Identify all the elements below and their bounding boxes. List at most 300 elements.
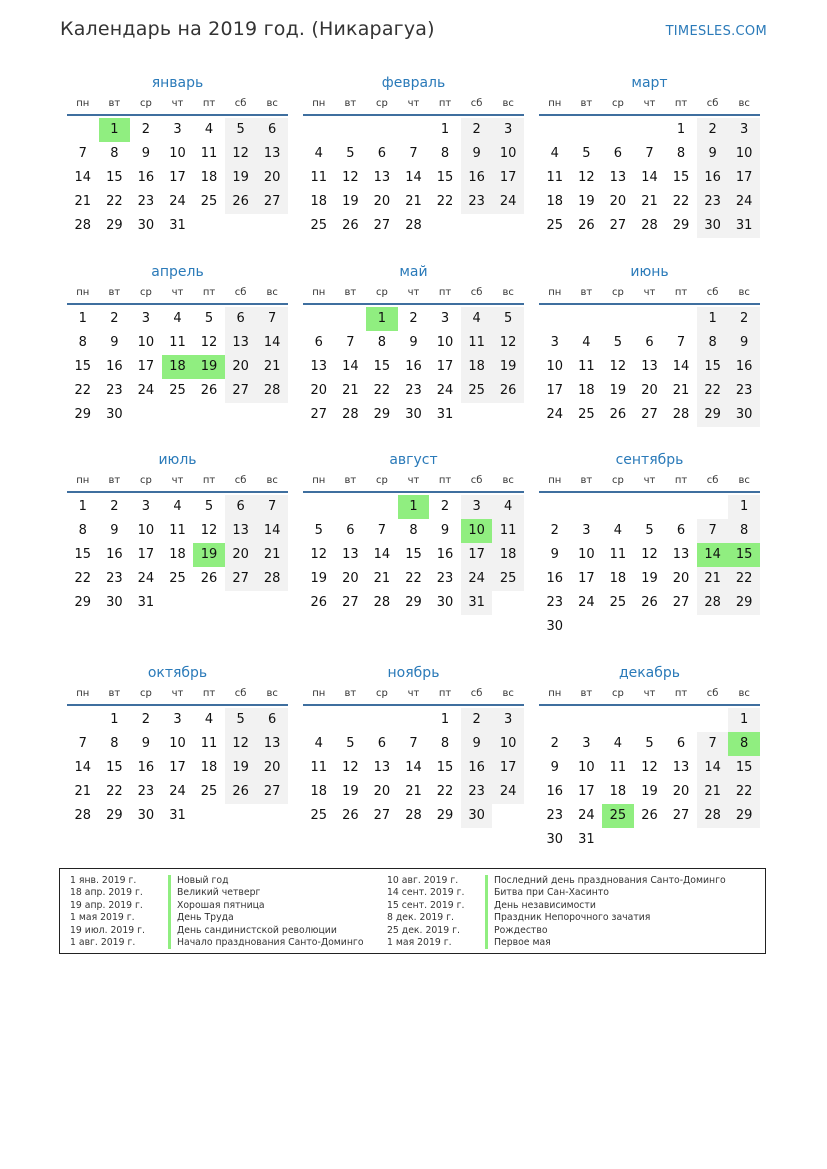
day-cell[interactable]: 1 [676,122,686,137]
day-cell[interactable]: 26 [342,808,359,823]
day-cell[interactable]: 26 [641,808,658,823]
day-cell[interactable]: 24 [492,190,524,214]
day-cell[interactable]: 27 [310,407,328,422]
day-cell[interactable]: 26 [200,571,218,586]
day-cell[interactable]: 6 [676,736,686,751]
day-cell[interactable]: 8 [78,335,87,350]
day-cell[interactable]: 7 [697,519,729,543]
day-cell[interactable]: 3 [141,311,151,326]
day-cell[interactable]: 11 [200,146,218,161]
day-cell[interactable]: 23 [405,383,422,398]
day-cell[interactable]: 28 [641,218,658,233]
day-cell[interactable]: 27 [225,567,257,591]
day-cell[interactable]: 14 [342,359,359,374]
day-cell[interactable]: 17 [492,756,524,780]
day-cell[interactable]: 24 [169,784,186,799]
day-cell[interactable]: 27 [373,218,391,233]
day-cell[interactable]: 6 [225,307,257,331]
day-cell[interactable]: 17 [461,543,493,567]
day-cell[interactable]: 21 [74,784,92,799]
holiday-day-cell[interactable]: 1 [99,118,131,142]
day-cell[interactable]: 29 [405,595,422,610]
day-cell[interactable]: 18 [578,383,595,398]
day-cell[interactable]: 23 [106,383,123,398]
day-cell[interactable]: 7 [377,523,387,538]
day-cell[interactable]: 2 [409,311,418,326]
day-cell[interactable]: 3 [582,736,591,751]
day-cell[interactable]: 5 [645,736,654,751]
day-cell[interactable]: 21 [405,194,422,209]
day-cell[interactable]: 10 [492,732,524,756]
day-cell[interactable]: 7 [697,732,729,756]
day-cell[interactable]: 13 [310,359,328,374]
day-cell[interactable]: 30 [137,218,155,233]
day-cell[interactable]: 6 [256,708,288,732]
day-cell[interactable]: 16 [697,166,729,190]
day-cell[interactable]: 13 [672,547,690,562]
day-cell[interactable]: 21 [672,383,690,398]
day-cell[interactable]: 3 [440,311,450,326]
day-cell[interactable]: 26 [609,407,627,422]
day-cell[interactable]: 20 [672,784,690,799]
day-cell[interactable]: 12 [200,335,218,350]
day-cell[interactable]: 25 [169,383,186,398]
day-cell[interactable]: 6 [314,335,323,350]
day-cell[interactable]: 21 [373,571,391,586]
day-cell[interactable]: 10 [137,523,155,538]
day-cell[interactable]: 30 [405,407,422,422]
day-cell[interactable]: 9 [550,547,559,562]
day-cell[interactable]: 15 [106,760,123,775]
day-cell[interactable]: 10 [728,142,760,166]
day-cell[interactable]: 2 [461,118,493,142]
day-cell[interactable]: 12 [492,331,524,355]
day-cell[interactable]: 28 [256,567,288,591]
day-cell[interactable]: 13 [225,519,257,543]
holiday-day-cell[interactable]: 1 [398,495,430,519]
day-cell[interactable]: 14 [74,170,92,185]
day-cell[interactable]: 12 [578,170,595,185]
day-cell[interactable]: 25 [609,595,627,610]
day-cell[interactable]: 19 [641,784,658,799]
day-cell[interactable]: 10 [578,760,595,775]
day-cell[interactable]: 23 [106,571,123,586]
day-cell[interactable]: 10 [137,335,155,350]
day-cell[interactable]: 26 [578,218,595,233]
day-cell[interactable]: 25 [546,218,564,233]
day-cell[interactable]: 5 [645,523,654,538]
day-cell[interactable]: 24 [169,194,186,209]
day-cell[interactable]: 25 [200,194,218,209]
day-cell[interactable]: 4 [613,736,623,751]
day-cell[interactable]: 19 [578,194,595,209]
day-cell[interactable]: 8 [78,523,87,538]
day-cell[interactable]: 1 [78,311,87,326]
day-cell[interactable]: 3 [492,118,524,142]
day-cell[interactable]: 5 [346,736,355,751]
day-cell[interactable]: 24 [546,407,564,422]
day-cell[interactable]: 23 [137,784,155,799]
day-cell[interactable]: 29 [373,407,391,422]
day-cell[interactable]: 20 [225,355,257,379]
day-cell[interactable]: 17 [169,170,186,185]
day-cell[interactable]: 29 [74,595,92,610]
day-cell[interactable]: 30 [697,214,729,238]
day-cell[interactable]: 12 [225,142,257,166]
day-cell[interactable]: 17 [492,166,524,190]
day-cell[interactable]: 3 [492,708,524,732]
day-cell[interactable]: 18 [169,547,186,562]
day-cell[interactable]: 7 [346,335,355,350]
day-cell[interactable]: 8 [676,146,686,161]
day-cell[interactable]: 13 [609,170,627,185]
day-cell[interactable]: 4 [204,712,214,727]
day-cell[interactable]: 5 [225,118,257,142]
day-cell[interactable]: 21 [697,780,729,804]
day-cell[interactable]: 26 [641,595,658,610]
day-cell[interactable]: 21 [697,567,729,591]
day-cell[interactable]: 19 [641,571,658,586]
day-cell[interactable]: 20 [641,383,658,398]
day-cell[interactable]: 18 [200,760,218,775]
day-cell[interactable]: 7 [78,736,87,751]
day-cell[interactable]: 21 [256,543,288,567]
day-cell[interactable]: 15 [405,547,422,562]
day-cell[interactable]: 3 [550,335,559,350]
day-cell[interactable]: 7 [256,495,288,519]
day-cell[interactable]: 31 [728,214,760,238]
day-cell[interactable]: 25 [461,379,493,403]
day-cell[interactable]: 30 [546,832,564,847]
day-cell[interactable]: 14 [405,760,422,775]
day-cell[interactable]: 18 [461,355,493,379]
day-cell[interactable]: 16 [106,547,123,562]
day-cell[interactable]: 15 [74,359,92,374]
day-cell[interactable]: 27 [256,190,288,214]
day-cell[interactable]: 27 [641,407,658,422]
day-cell[interactable]: 20 [225,543,257,567]
day-cell[interactable]: 16 [106,359,123,374]
day-cell[interactable]: 1 [440,712,450,727]
day-cell[interactable]: 24 [436,383,454,398]
day-cell[interactable]: 16 [405,359,422,374]
day-cell[interactable]: 9 [440,523,450,538]
day-cell[interactable]: 17 [436,359,454,374]
day-cell[interactable]: 24 [137,383,155,398]
day-cell[interactable]: 24 [461,567,493,591]
day-cell[interactable]: 1 [110,712,119,727]
day-cell[interactable]: 7 [256,307,288,331]
day-cell[interactable]: 4 [613,523,623,538]
day-cell[interactable]: 30 [436,595,454,610]
day-cell[interactable]: 5 [204,311,214,326]
day-cell[interactable]: 14 [405,170,422,185]
day-cell[interactable]: 6 [645,335,654,350]
day-cell[interactable]: 22 [373,383,391,398]
day-cell[interactable]: 10 [169,146,186,161]
day-cell[interactable]: 23 [697,190,729,214]
day-cell[interactable]: 27 [672,595,690,610]
day-cell[interactable]: 4 [582,335,591,350]
day-cell[interactable]: 8 [728,519,760,543]
day-cell[interactable]: 1 [440,122,450,137]
day-cell[interactable]: 20 [373,194,391,209]
day-cell[interactable]: 6 [613,146,623,161]
day-cell[interactable]: 15 [728,756,760,780]
day-cell[interactable]: 19 [225,756,257,780]
day-cell[interactable]: 5 [613,335,623,350]
day-cell[interactable]: 5 [204,499,214,514]
day-cell[interactable]: 22 [697,379,729,403]
holiday-day-cell[interactable]: 19 [193,543,225,567]
day-cell[interactable]: 19 [342,784,359,799]
day-cell[interactable]: 26 [200,383,218,398]
day-cell[interactable]: 14 [672,359,690,374]
day-cell[interactable]: 5 [492,307,524,331]
day-cell[interactable]: 24 [492,780,524,804]
day-cell[interactable]: 2 [440,499,450,514]
day-cell[interactable]: 15 [697,355,729,379]
day-cell[interactable]: 10 [436,335,454,350]
holiday-day-cell[interactable]: 19 [193,355,225,379]
day-cell[interactable]: 31 [137,595,155,610]
day-cell[interactable]: 21 [74,194,92,209]
day-cell[interactable]: 17 [137,359,155,374]
day-cell[interactable]: 18 [310,194,328,209]
day-cell[interactable]: 9 [461,142,493,166]
day-cell[interactable]: 29 [106,218,123,233]
day-cell[interactable]: 29 [436,808,454,823]
holiday-day-cell[interactable]: 15 [728,543,760,567]
day-cell[interactable]: 27 [672,808,690,823]
day-cell[interactable]: 2 [141,712,151,727]
day-cell[interactable]: 19 [310,571,328,586]
day-cell[interactable]: 25 [492,567,524,591]
day-cell[interactable]: 13 [373,760,391,775]
day-cell[interactable]: 9 [728,331,760,355]
day-cell[interactable]: 21 [405,784,422,799]
day-cell[interactable]: 20 [609,194,627,209]
day-cell[interactable]: 11 [310,170,328,185]
day-cell[interactable]: 4 [173,311,182,326]
day-cell[interactable]: 8 [110,736,119,751]
day-cell[interactable]: 22 [436,194,454,209]
day-cell[interactable]: 8 [440,146,450,161]
day-cell[interactable]: 1 [728,708,760,732]
day-cell[interactable]: 7 [409,736,418,751]
day-cell[interactable]: 16 [546,571,564,586]
day-cell[interactable]: 31 [578,832,595,847]
day-cell[interactable]: 4 [461,307,493,331]
day-cell[interactable]: 22 [74,571,92,586]
day-cell[interactable]: 16 [461,166,493,190]
day-cell[interactable]: 16 [436,547,454,562]
day-cell[interactable]: 21 [641,194,658,209]
day-cell[interactable]: 12 [225,732,257,756]
day-cell[interactable]: 25 [578,407,595,422]
brand-link[interactable]: TIMESLES.COM [665,24,767,39]
day-cell[interactable]: 18 [609,571,627,586]
day-cell[interactable]: 6 [377,736,387,751]
day-cell[interactable]: 28 [74,808,92,823]
day-cell[interactable]: 17 [546,383,564,398]
day-cell[interactable]: 9 [409,335,418,350]
day-cell[interactable]: 25 [169,571,186,586]
day-cell[interactable]: 30 [728,403,760,427]
day-cell[interactable]: 9 [141,146,151,161]
day-cell[interactable]: 23 [137,194,155,209]
day-cell[interactable]: 8 [697,331,729,355]
day-cell[interactable]: 22 [106,194,123,209]
day-cell[interactable]: 1 [728,495,760,519]
day-cell[interactable]: 16 [137,760,155,775]
day-cell[interactable]: 17 [578,571,595,586]
day-cell[interactable]: 19 [492,355,524,379]
day-cell[interactable]: 8 [377,335,387,350]
day-cell[interactable]: 20 [373,784,391,799]
day-cell[interactable]: 30 [106,407,123,422]
day-cell[interactable]: 29 [672,218,690,233]
day-cell[interactable]: 25 [200,784,218,799]
day-cell[interactable]: 25 [310,808,328,823]
day-cell[interactable]: 22 [728,780,760,804]
day-cell[interactable]: 3 [141,499,151,514]
day-cell[interactable]: 30 [137,808,155,823]
day-cell[interactable]: 12 [310,547,328,562]
holiday-day-cell[interactable]: 8 [728,732,760,756]
day-cell[interactable]: 29 [74,407,92,422]
day-cell[interactable]: 22 [728,567,760,591]
day-cell[interactable]: 17 [728,166,760,190]
day-cell[interactable]: 17 [578,784,595,799]
day-cell[interactable]: 21 [256,355,288,379]
day-cell[interactable]: 27 [609,218,627,233]
day-cell[interactable]: 2 [697,118,729,142]
day-cell[interactable]: 29 [728,591,760,615]
holiday-day-cell[interactable]: 25 [602,804,634,828]
day-cell[interactable]: 20 [256,166,288,190]
day-cell[interactable]: 9 [110,335,119,350]
day-cell[interactable]: 5 [225,708,257,732]
day-cell[interactable]: 12 [342,760,359,775]
day-cell[interactable]: 14 [256,331,288,355]
day-cell[interactable]: 5 [314,523,323,538]
day-cell[interactable]: 19 [225,166,257,190]
day-cell[interactable]: 11 [609,547,627,562]
day-cell[interactable]: 15 [672,170,690,185]
day-cell[interactable]: 18 [492,543,524,567]
day-cell[interactable]: 11 [461,331,493,355]
day-cell[interactable]: 22 [436,784,454,799]
day-cell[interactable]: 16 [137,170,155,185]
day-cell[interactable]: 2 [550,523,559,538]
day-cell[interactable]: 28 [672,407,690,422]
day-cell[interactable]: 15 [373,359,391,374]
day-cell[interactable]: 7 [676,335,686,350]
day-cell[interactable]: 26 [342,218,359,233]
day-cell[interactable]: 11 [609,760,627,775]
day-cell[interactable]: 16 [546,784,564,799]
day-cell[interactable]: 14 [256,519,288,543]
day-cell[interactable]: 11 [578,359,595,374]
day-cell[interactable]: 22 [672,194,690,209]
day-cell[interactable]: 3 [461,495,493,519]
day-cell[interactable]: 11 [310,760,328,775]
day-cell[interactable]: 21 [342,383,359,398]
day-cell[interactable]: 10 [546,359,564,374]
day-cell[interactable]: 11 [546,170,564,185]
day-cell[interactable]: 28 [373,595,391,610]
day-cell[interactable]: 16 [728,355,760,379]
day-cell[interactable]: 19 [609,383,627,398]
day-cell[interactable]: 30 [106,595,123,610]
day-cell[interactable]: 7 [78,146,87,161]
day-cell[interactable]: 9 [110,523,119,538]
day-cell[interactable]: 13 [225,331,257,355]
holiday-day-cell[interactable]: 1 [366,307,398,331]
day-cell[interactable]: 12 [200,523,218,538]
day-cell[interactable]: 10 [492,142,524,166]
holiday-day-cell[interactable]: 14 [697,543,729,567]
day-cell[interactable]: 26 [310,595,328,610]
day-cell[interactable]: 15 [436,760,454,775]
day-cell[interactable]: 17 [169,760,186,775]
day-cell[interactable]: 6 [346,523,355,538]
day-cell[interactable]: 28 [697,591,729,615]
day-cell[interactable]: 12 [342,170,359,185]
day-cell[interactable]: 6 [377,146,387,161]
day-cell[interactable]: 7 [409,146,418,161]
day-cell[interactable]: 27 [225,379,257,403]
day-cell[interactable]: 23 [461,190,493,214]
day-cell[interactable]: 4 [492,495,524,519]
day-cell[interactable]: 13 [256,142,288,166]
day-cell[interactable]: 23 [728,379,760,403]
day-cell[interactable]: 10 [169,736,186,751]
day-cell[interactable]: 2 [110,311,119,326]
day-cell[interactable]: 30 [546,619,564,634]
day-cell[interactable]: 18 [609,784,627,799]
day-cell[interactable]: 10 [578,547,595,562]
day-cell[interactable]: 27 [373,808,391,823]
day-cell[interactable]: 27 [256,780,288,804]
day-cell[interactable]: 2 [141,122,151,137]
day-cell[interactable]: 26 [225,780,257,804]
day-cell[interactable]: 24 [728,190,760,214]
day-cell[interactable]: 6 [225,495,257,519]
day-cell[interactable]: 1 [697,307,729,331]
day-cell[interactable]: 11 [169,335,186,350]
day-cell[interactable]: 11 [492,519,524,543]
day-cell[interactable]: 23 [436,571,454,586]
day-cell[interactable]: 26 [225,190,257,214]
day-cell[interactable]: 9 [141,736,151,751]
day-cell[interactable]: 9 [461,732,493,756]
day-cell[interactable]: 26 [492,379,524,403]
day-cell[interactable]: 12 [641,547,658,562]
day-cell[interactable]: 22 [106,784,123,799]
day-cell[interactable]: 13 [672,760,690,775]
day-cell[interactable]: 15 [436,170,454,185]
day-cell[interactable]: 2 [728,307,760,331]
day-cell[interactable]: 23 [546,808,564,823]
day-cell[interactable]: 11 [200,736,218,751]
day-cell[interactable]: 22 [405,571,422,586]
day-cell[interactable]: 9 [550,760,559,775]
day-cell[interactable]: 2 [550,736,559,751]
day-cell[interactable]: 20 [672,571,690,586]
day-cell[interactable]: 23 [546,595,564,610]
